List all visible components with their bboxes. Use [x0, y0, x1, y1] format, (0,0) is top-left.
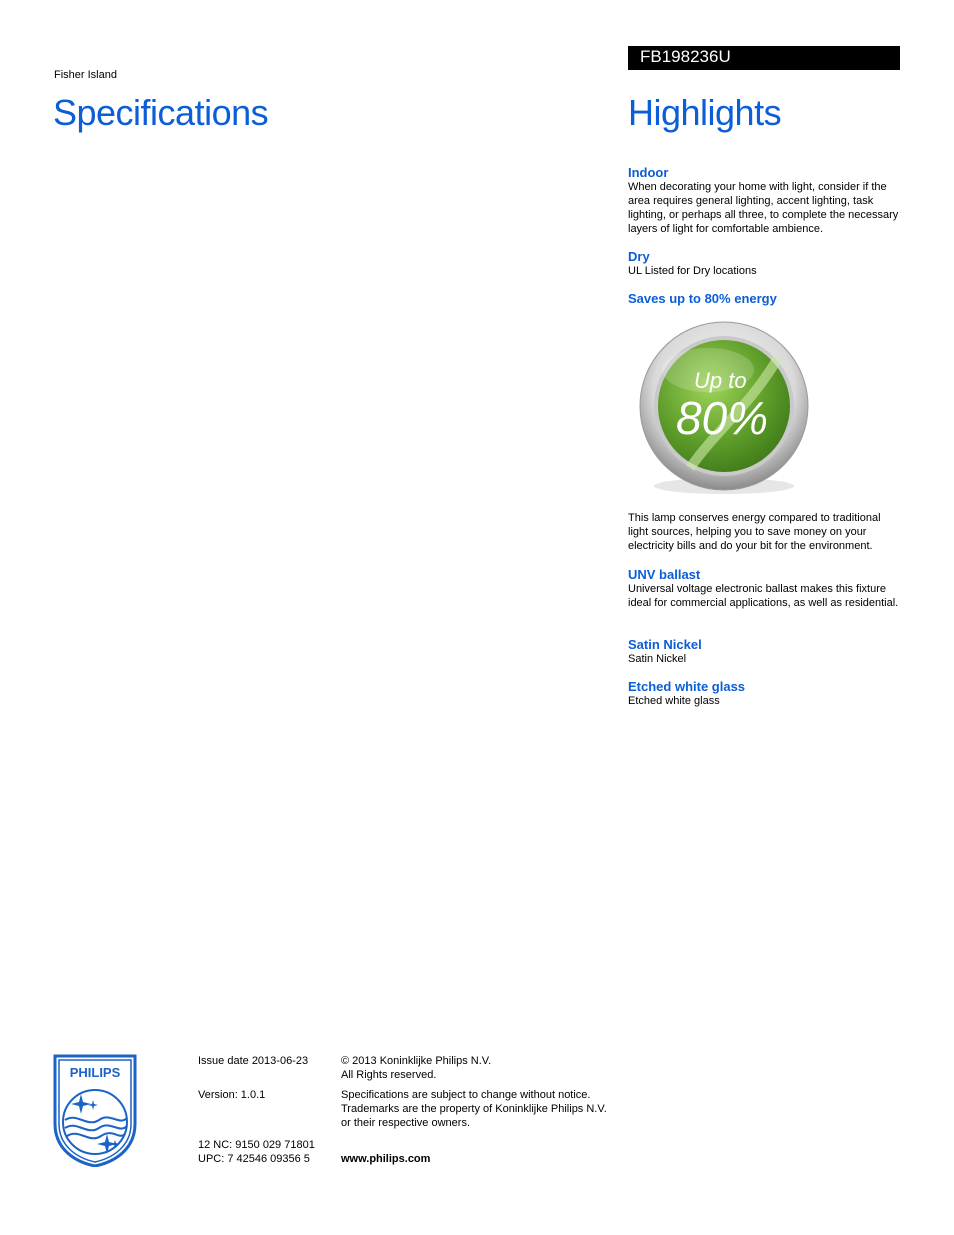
- highlight-indoor: [628, 165, 903, 236]
- notice-line-1: Specifications are subject to change without notice.: [341, 1089, 591, 1101]
- website-link[interactable]: www.philips.com: [341, 1153, 431, 1165]
- highlight-title: UNV ballast: [628, 567, 701, 582]
- model-number-bar: FB198236U: [628, 46, 900, 70]
- highlight-energy-title: [628, 291, 903, 306]
- copyright-line-2: All Rights reserved.: [341, 1069, 437, 1081]
- copyright-line-1: © 2013 Koninklijke Philips N.V.: [341, 1055, 492, 1067]
- highlight-title: Indoor: [628, 165, 669, 180]
- highlight-unv-ballast: [628, 567, 903, 610]
- energy-badge-icon: [628, 318, 818, 498]
- highlight-title: Dry: [628, 249, 650, 264]
- version: Version: 1.0.1: [198, 1089, 266, 1101]
- notice-line-3: or their respective owners.: [341, 1117, 470, 1129]
- highlight-satin-nickel: [628, 637, 903, 666]
- highlight-dry: [628, 249, 903, 278]
- badge-line-2: 80%: [676, 392, 769, 444]
- highlights-heading: Highlights: [628, 92, 782, 133]
- philips-shield-logo: [53, 1054, 137, 1167]
- highlight-etched-glass: [628, 679, 903, 708]
- nc-number: 12 NC: 9150 029 71801: [198, 1139, 315, 1151]
- highlight-energy-text: [628, 511, 903, 553]
- logo-wordmark: PHILIPS: [69, 1065, 121, 1080]
- product-name: Fisher Island: [54, 69, 117, 81]
- highlight-title: Saves up to 80% energy: [628, 291, 777, 306]
- highlight-title: Satin Nickel: [628, 637, 702, 652]
- highlight-text: UL Listed for Dry locations: [628, 265, 757, 277]
- specifications-heading: Specifications: [53, 92, 269, 133]
- issue-date: Issue date 2013-06-23: [198, 1055, 309, 1067]
- highlight-title: Etched white glass: [628, 679, 746, 694]
- notice-line-2: Trademarks are the property of Koninklijke Philips N.V.: [341, 1103, 607, 1115]
- upc-number: UPC: 7 42546 09356 5: [198, 1153, 310, 1165]
- badge-line-1: Up to: [694, 368, 747, 393]
- highlight-text: Satin Nickel: [628, 653, 687, 665]
- highlight-text: Universal voltage electronic ballast makes this fixture ideal for commercial applications, as well as residential.: [628, 583, 899, 609]
- highlight-text: Etched white glass: [628, 695, 720, 707]
- highlight-text: When decorating your home with light, consider if the area requires general lighting, accent lighting, task lighting, or perhaps all three, to complete the necessary layers of light for comfortable ambience.: [628, 181, 899, 235]
- highlight-text: This lamp conserves energy compared to traditional light sources, helping you to save money on your electricity bills and do your bit for the environment.: [628, 512, 881, 552]
